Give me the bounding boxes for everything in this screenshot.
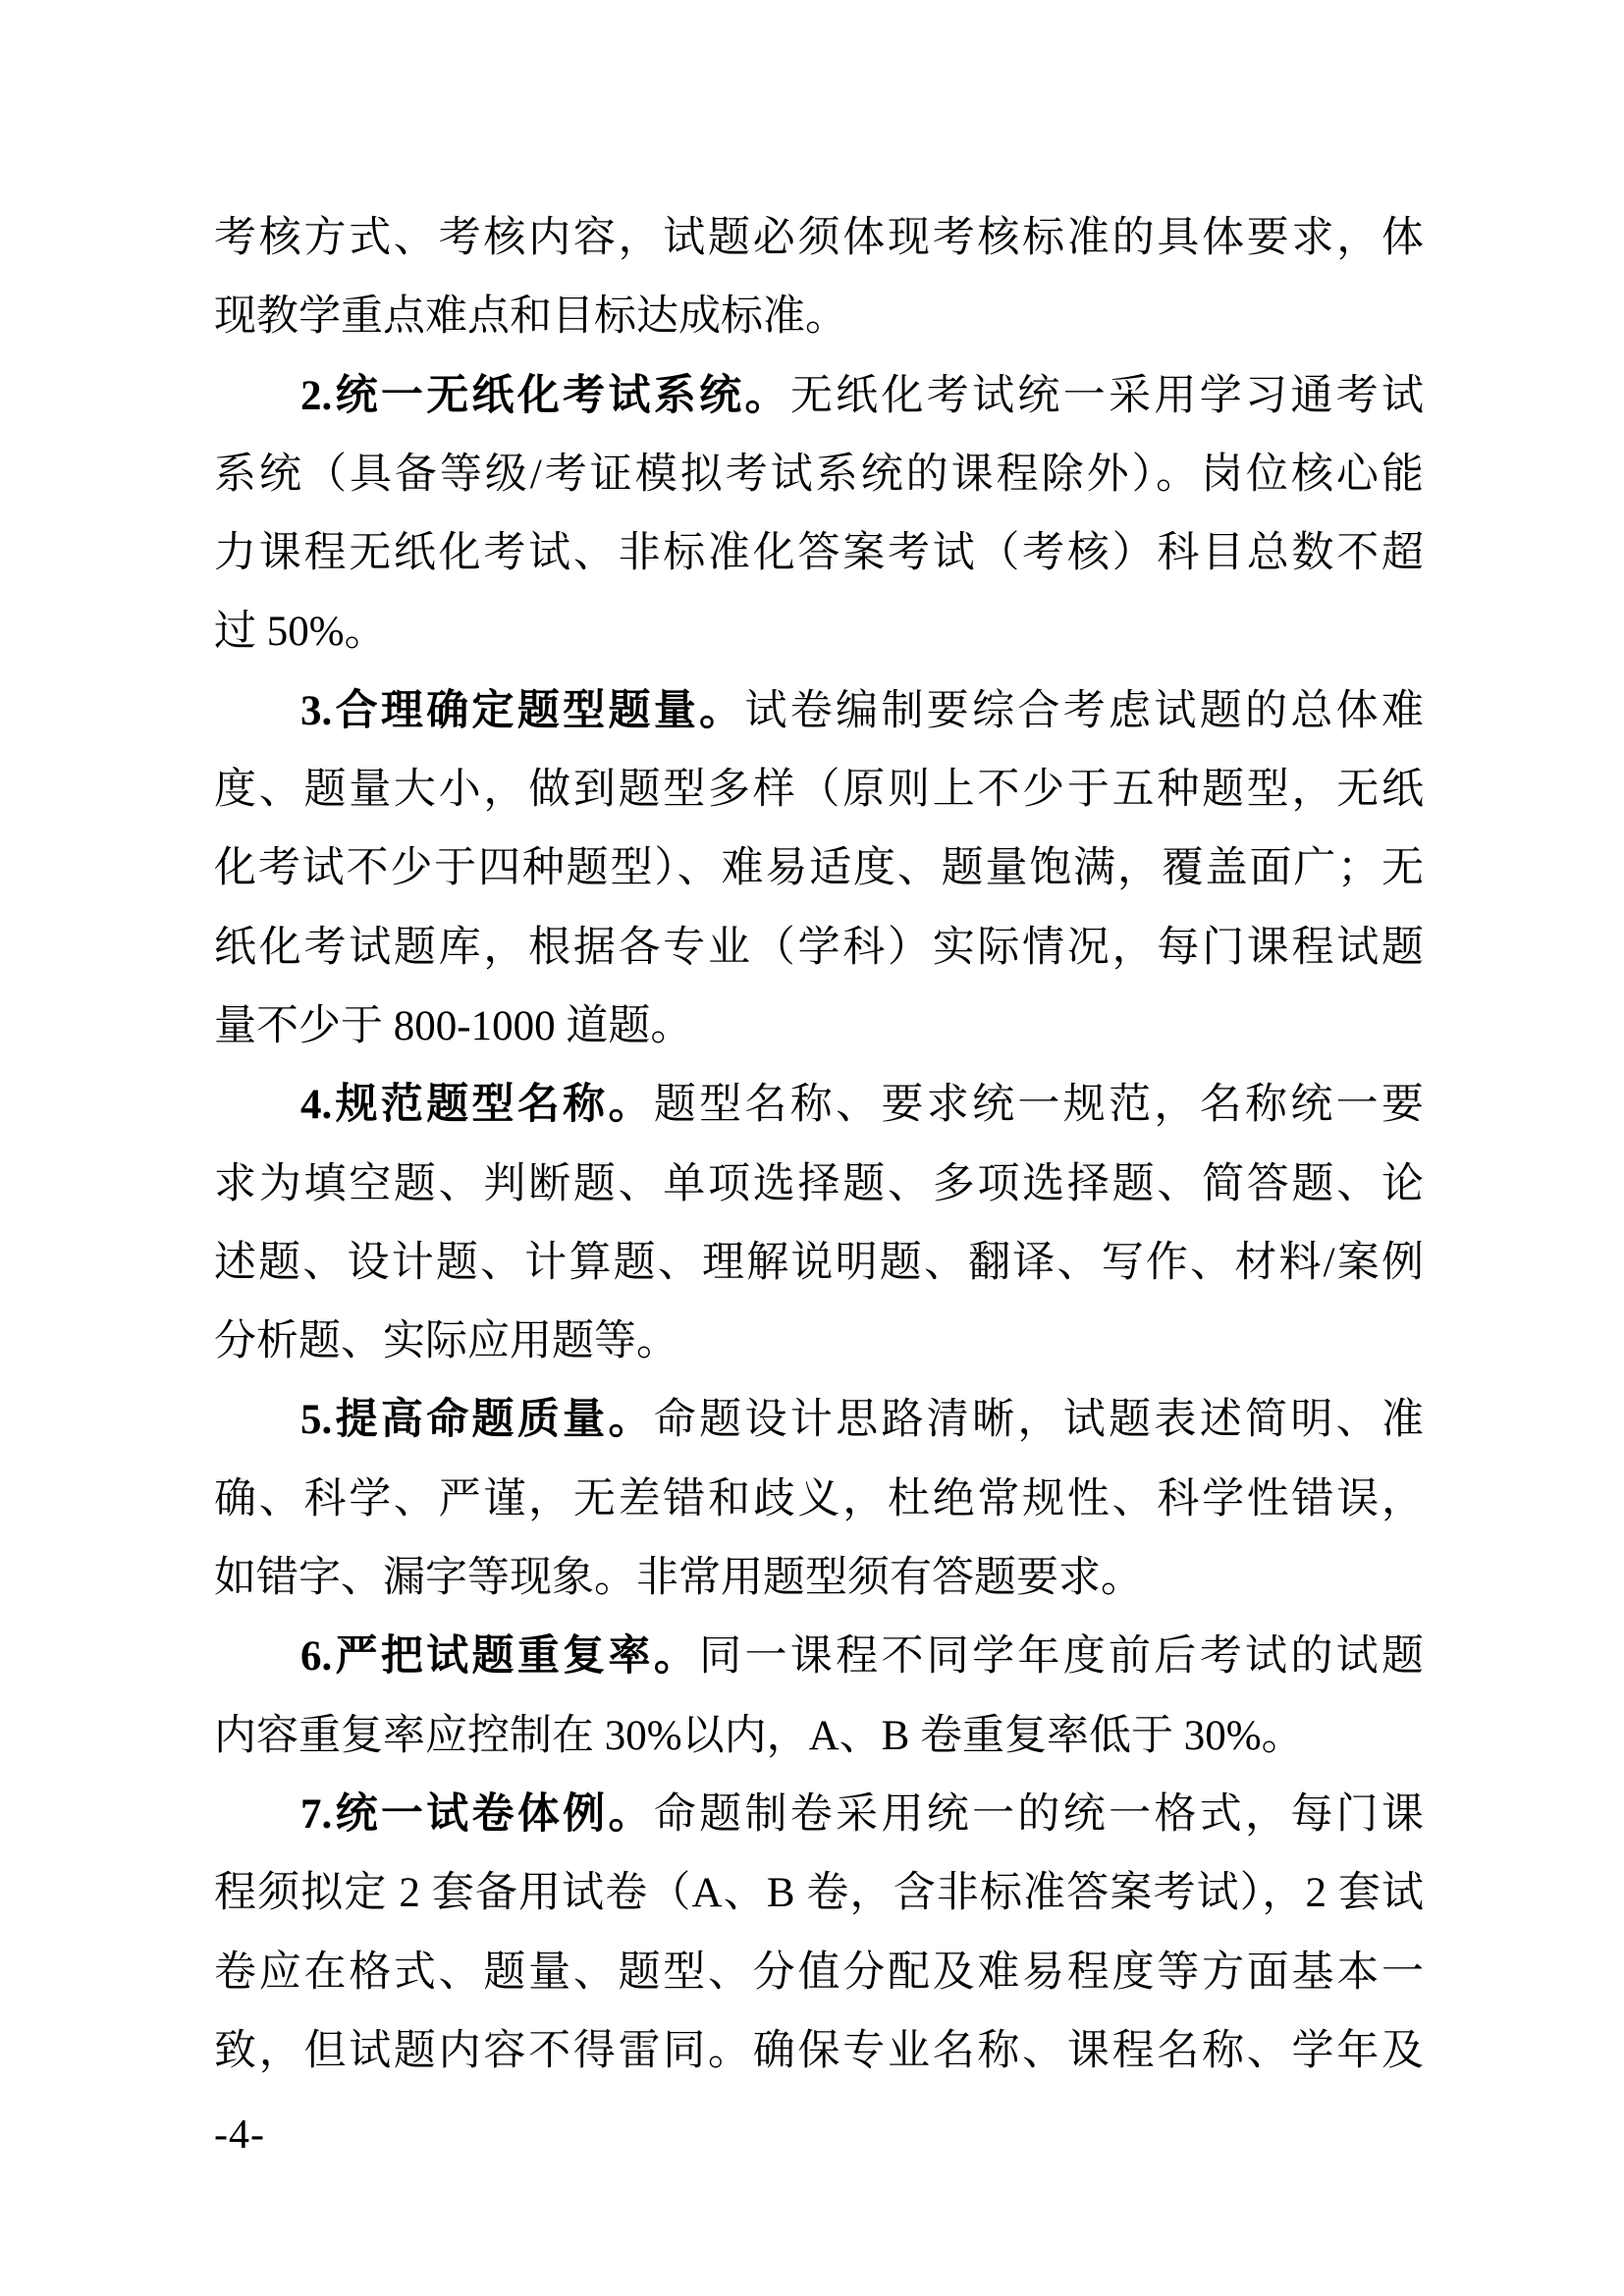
- paragraph-heading: 3.合理确定题型题量。: [300, 687, 745, 734]
- paragraph-heading: 7.统一试卷体例。: [300, 1790, 654, 1838]
- line-text: 程须拟定 2 套备用试卷（A、B 卷，含非标准答案考试），2 套试: [214, 1870, 1424, 1917]
- text-line-24: [214, 2012, 1424, 2091]
- line-text: 现教学重点难点和目标达成标准。: [214, 294, 847, 341]
- line-text: 过 50%。: [214, 609, 387, 656]
- text-line-9: [214, 829, 1424, 908]
- text-line-1: [214, 199, 1424, 278]
- paragraph-heading: 6.严把试题重复率。: [300, 1633, 700, 1681]
- text-line-11: [214, 988, 1424, 1066]
- text-line-21: [214, 1776, 1424, 1854]
- line-text: 力课程无纸化考试、非标准化答案考试（考核）科目总数不超: [214, 530, 1424, 577]
- line-text: 命题制卷采用统一的统一格式，每门课: [653, 1790, 1425, 1838]
- text-line-4: [214, 436, 1424, 514]
- text-line-5: [214, 514, 1424, 593]
- line-text: 卷应在格式、题量、题型、分值分配及难易程度等方面基本一: [214, 1949, 1424, 1996]
- text-line-13: [214, 1146, 1424, 1224]
- line-text: 求为填空题、判断题、单项选择题、多项选择题、简答题、论: [214, 1160, 1424, 1207]
- text-line-19: [214, 1618, 1424, 1696]
- text-line-6: [214, 593, 1424, 671]
- text-line-17: [214, 1461, 1424, 1539]
- text-line-16: [214, 1381, 1424, 1460]
- line-text: 系统（具备等级/考证模拟考试系统的课程除外）。岗位核心能: [214, 451, 1424, 498]
- text-line-23: [214, 1934, 1424, 2012]
- text-line-3: [214, 357, 1424, 436]
- paragraph-heading: 5.提高命题质量。: [300, 1397, 654, 1444]
- line-text: 致，但试题内容不得雷同。确保专业名称、课程名称、学年及: [214, 2027, 1424, 2074]
- page-number: -4-: [214, 2112, 265, 2158]
- text-line-10: [214, 909, 1424, 988]
- line-text: 如错字、漏字等现象。非常用题型须有答题要求。: [214, 1555, 1143, 1602]
- text-line-2: [214, 278, 1424, 356]
- text-line-7: [214, 672, 1424, 751]
- line-text: 考核方式、考核内容，试题必须体现考核标准的具体要求，体: [214, 215, 1424, 261]
- line-text: 化考试不少于四种题型）、难易适度、题量饱满，覆盖面广；无: [214, 845, 1424, 892]
- line-text: 述题、设计题、计算题、理解说明题、翻译、写作、材料/案例: [214, 1239, 1424, 1286]
- line-text: 无纸化考试统一采用学习通考试: [789, 372, 1425, 419]
- document-body: [214, 199, 1424, 2091]
- line-text: 确、科学、严谨，无差错和歧义，杜绝常规性、科学性错误，: [214, 1475, 1424, 1522]
- line-text: 题型名称、要求统一规范，名称统一要: [653, 1082, 1425, 1129]
- text-line-14: [214, 1224, 1424, 1303]
- text-line-12: [214, 1066, 1424, 1145]
- text-line-20: [214, 1697, 1424, 1776]
- line-text: 分析题、实际应用题等。: [214, 1318, 678, 1365]
- paragraph-heading: 2.统一无纸化考试系统。: [300, 372, 790, 419]
- line-text: 纸化考试题库，根据各专业（学科）实际情况，每门课程试题: [214, 924, 1424, 971]
- line-text: 度、题量大小，做到题型多样（原则上不少于五种题型，无纸: [214, 767, 1424, 814]
- text-line-8: [214, 751, 1424, 829]
- line-text: 试卷编制要综合考虑试题的总体难: [744, 687, 1425, 734]
- line-text: 内容重复率应控制在 30%以内，A、B 卷重复率低于 30%。: [214, 1712, 1304, 1759]
- paragraph-heading: 4.规范题型名称。: [300, 1082, 654, 1129]
- line-text: 命题设计思路清晰，试题表述简明、准: [653, 1397, 1425, 1444]
- text-line-18: [214, 1539, 1424, 1618]
- line-text: 同一课程不同学年度前后考试的试题: [699, 1633, 1424, 1681]
- line-text: 量不少于 800-1000 道题。: [214, 1002, 693, 1049]
- text-line-22: [214, 1854, 1424, 1933]
- text-line-15: [214, 1303, 1424, 1381]
